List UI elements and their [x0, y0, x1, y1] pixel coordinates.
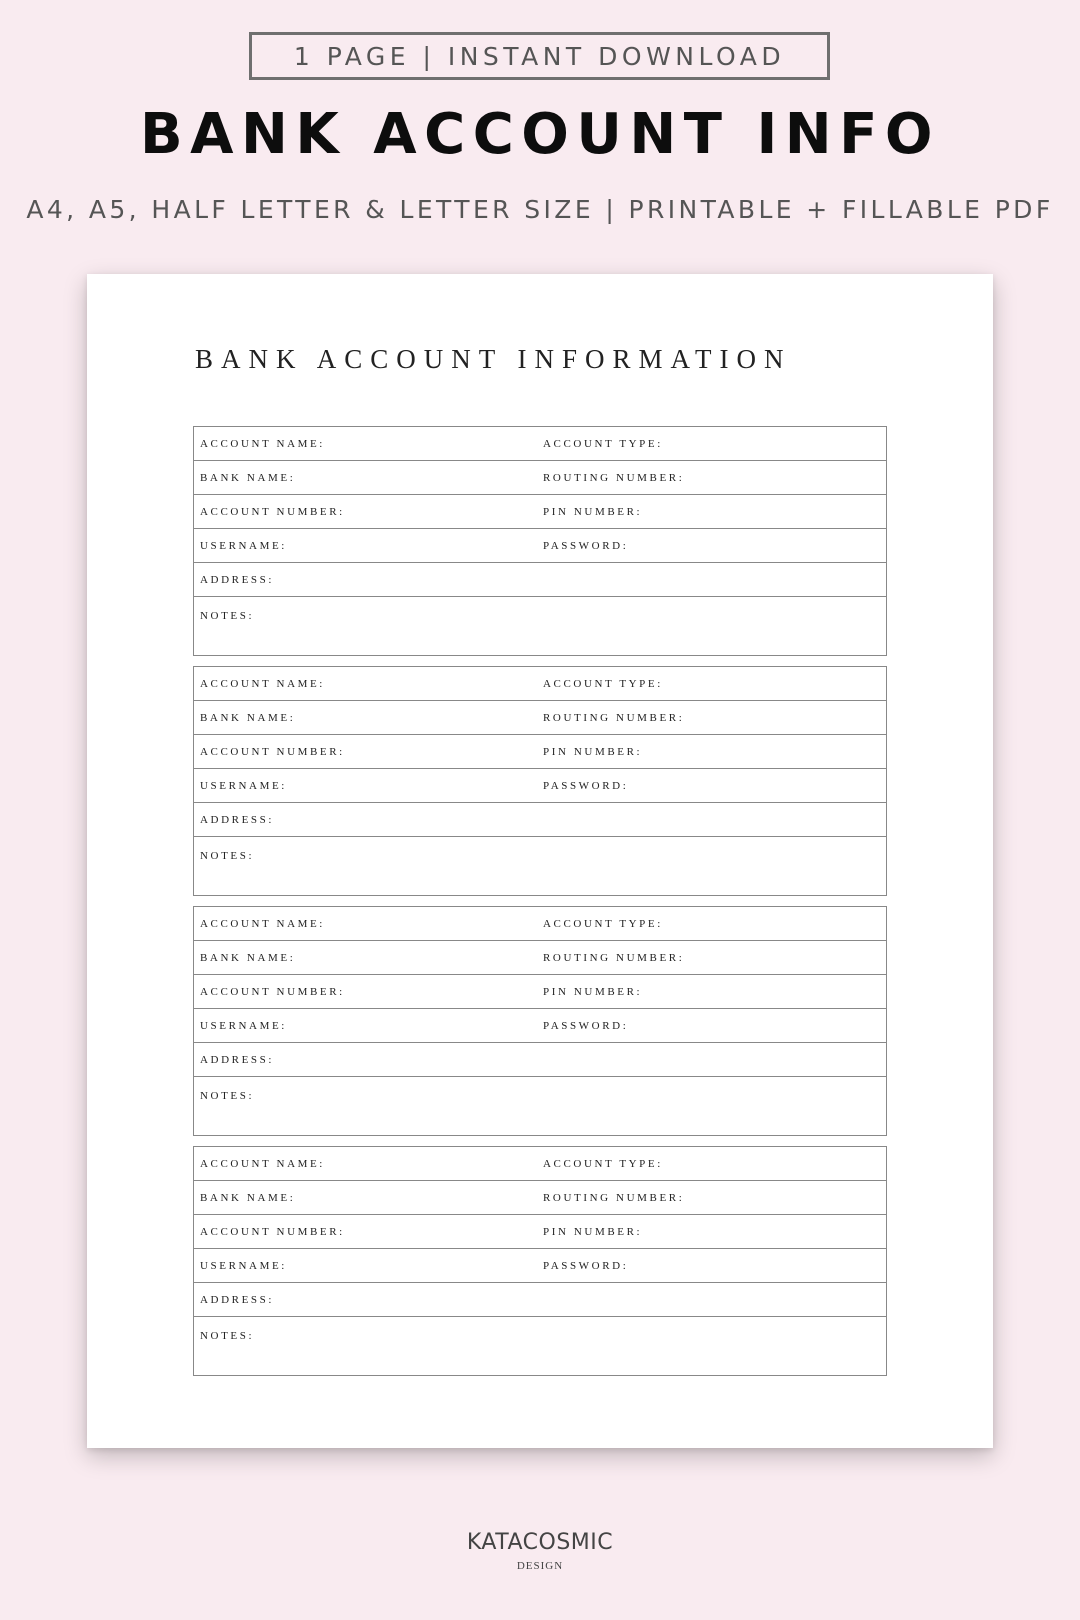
instant-download-badge: 1 PAGE | INSTANT DOWNLOAD — [249, 32, 830, 80]
account-type-field[interactable]: ACCOUNT TYPE: — [543, 677, 663, 690]
size-format-subline: A4, A5, HALF LETTER & LETTER SIZE | PRINTABLE + FILLABLE PDF — [26, 195, 1054, 224]
username-field[interactable]: USERNAME: — [200, 779, 287, 792]
account-block — [193, 1146, 887, 1376]
notes-row — [194, 1077, 886, 1135]
account-block — [193, 906, 887, 1136]
form-row — [194, 907, 886, 941]
form-row — [194, 1147, 886, 1181]
account-type-field[interactable]: ACCOUNT TYPE: — [543, 917, 663, 930]
account-name-field[interactable]: ACCOUNT NAME: — [200, 437, 325, 450]
address-field[interactable]: ADDRESS: — [200, 813, 274, 826]
username-field[interactable]: USERNAME: — [200, 1019, 287, 1032]
notes-row — [194, 837, 886, 895]
printable-sheet — [87, 274, 993, 1448]
hero-title: BANK ACCOUNT INFO — [139, 102, 941, 167]
account-name-field[interactable]: ACCOUNT NAME: — [200, 1157, 325, 1170]
sheet-title: BANK ACCOUNT INFORMATION — [195, 344, 792, 374]
account-number-field[interactable]: ACCOUNT NUMBER: — [200, 505, 345, 518]
pin-number-field[interactable]: PIN NUMBER: — [543, 745, 643, 758]
bank-name-field[interactable]: BANK NAME: — [200, 951, 296, 964]
form-row — [194, 495, 886, 529]
notes-field[interactable]: NOTES: — [200, 1330, 255, 1342]
pin-number-field[interactable]: PIN NUMBER: — [543, 1225, 643, 1238]
account-number-field[interactable]: ACCOUNT NUMBER: — [200, 1225, 345, 1238]
account-block — [193, 426, 887, 656]
password-field[interactable]: PASSWORD: — [543, 779, 629, 792]
form-row — [194, 1249, 886, 1283]
account-name-field[interactable]: ACCOUNT NAME: — [200, 677, 325, 690]
password-field[interactable]: PASSWORD: — [543, 1019, 629, 1032]
form-row — [194, 803, 886, 837]
form-row — [194, 735, 886, 769]
form-row — [194, 529, 886, 563]
account-type-field[interactable]: ACCOUNT TYPE: — [543, 437, 663, 450]
account-type-field[interactable]: ACCOUNT TYPE: — [543, 1157, 663, 1170]
notes-field[interactable]: NOTES: — [200, 850, 255, 862]
bank-name-field[interactable]: BANK NAME: — [200, 471, 296, 484]
username-field[interactable]: USERNAME: — [200, 539, 287, 552]
form-row — [194, 941, 886, 975]
form-row — [194, 1043, 886, 1077]
form-row — [194, 769, 886, 803]
form-row — [194, 1283, 886, 1317]
form-row — [194, 667, 886, 701]
notes-row — [194, 597, 886, 655]
account-number-field[interactable]: ACCOUNT NUMBER: — [200, 985, 345, 998]
routing-number-field[interactable]: ROUTING NUMBER: — [543, 711, 685, 724]
account-name-field[interactable]: ACCOUNT NAME: — [200, 917, 325, 930]
form-row — [194, 563, 886, 597]
username-field[interactable]: USERNAME: — [200, 1259, 287, 1272]
routing-number-field[interactable]: ROUTING NUMBER: — [543, 951, 685, 964]
notes-row — [194, 1317, 886, 1375]
password-field[interactable]: PASSWORD: — [543, 1259, 629, 1272]
address-field[interactable]: ADDRESS: — [200, 1053, 274, 1066]
form-row — [194, 427, 886, 461]
form-row — [194, 701, 886, 735]
bank-name-field[interactable]: BANK NAME: — [200, 1191, 296, 1204]
form-row — [194, 975, 886, 1009]
address-field[interactable]: ADDRESS: — [200, 573, 274, 586]
form-row — [194, 1009, 886, 1043]
form-row — [194, 1215, 886, 1249]
account-number-field[interactable]: ACCOUNT NUMBER: — [200, 745, 345, 758]
notes-field[interactable]: NOTES: — [200, 1090, 255, 1102]
account-block — [193, 666, 887, 896]
routing-number-field[interactable]: ROUTING NUMBER: — [543, 471, 685, 484]
brand-logo: KATACOSMIC — [466, 1530, 614, 1555]
pin-number-field[interactable]: PIN NUMBER: — [543, 985, 643, 998]
password-field[interactable]: PASSWORD: — [543, 539, 629, 552]
routing-number-field[interactable]: ROUTING NUMBER: — [543, 1191, 685, 1204]
address-field[interactable]: ADDRESS: — [200, 1293, 274, 1306]
pin-number-field[interactable]: PIN NUMBER: — [543, 505, 643, 518]
notes-field[interactable]: NOTES: — [200, 610, 255, 622]
form-row — [194, 461, 886, 495]
brand-subtitle: DESIGN — [516, 1560, 564, 1572]
form-row — [194, 1181, 886, 1215]
bank-name-field[interactable]: BANK NAME: — [200, 711, 296, 724]
